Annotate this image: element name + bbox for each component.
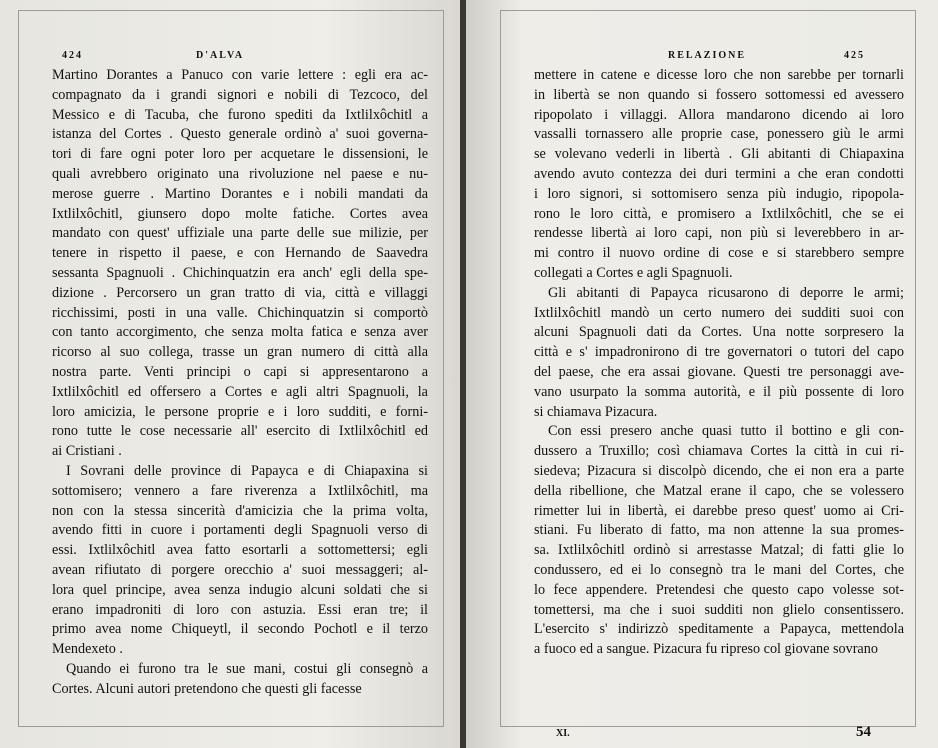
text-line: dussero a Truxillo; così chiamava Cortes la città in cui ri- xyxy=(534,443,904,460)
text-line: Mendexeto . xyxy=(52,641,123,658)
left-page-number: 424 xyxy=(62,50,83,61)
text-line: quali avrebbero originato una rivoluzione nel paese e nu- xyxy=(52,165,428,182)
text-line: vassalli tornassero alle proprie case, ponessero giù le armi xyxy=(534,126,904,143)
text-line: alcuni Spagnuoli dati da Cortes. Una notte sorpresero la xyxy=(534,324,904,341)
text-line: tenere in rispetto il paese, e con Hernando de Saavedra xyxy=(52,245,428,262)
text-line: rono le loro città, e promisero a Ixtlilxôchitl, che se ei xyxy=(534,205,904,222)
text-line: loro amicizia, le persone proprie e i loro sudditi, e forni- xyxy=(52,403,428,420)
text-line: Messico e di Tacuba, che furono spediti da Ixtlilxôchitl a xyxy=(52,106,428,123)
text-line: della ribellione, che Matzal erane il capo, che se volessero xyxy=(534,482,904,499)
text-line: essi. Ixtlilxôchitl avea fatto esortarli a sottomettersi; egli xyxy=(52,542,428,559)
signature-mark: XI. xyxy=(556,728,570,739)
text-line: ricorso al suo collega, trasse un gran numero di città alla xyxy=(52,344,428,361)
text-line: stiani. Fu liberato di fatto, ma non attenne la sua promes- xyxy=(534,522,904,539)
text-line: L'esercito s' indirizzò speditamente a Papayca, mettendola xyxy=(534,621,904,638)
text-line: i loro signori, si sottomisero senza più indugio, ripopola- xyxy=(534,185,904,202)
text-line: avendo fitti in cuore i portamenti degli Spagnuoli verso di xyxy=(52,522,428,539)
text-line: si chiamava Pizacura. xyxy=(534,403,658,420)
left-page-text xyxy=(52,66,428,700)
text-line: Ixtlilxôchitl ed offersero a Cortes e agli altri Spagnuoli, la xyxy=(52,383,428,400)
text-line: erano impadroniti di loro con astuzia. Essi eran tre; il xyxy=(52,601,428,618)
text-line: a fuoco ed a sangue. Pizacura fu ripreso col giovane sovrano xyxy=(534,641,878,658)
text-line: sessanta Spagnuoli . Chichinquatzin era anch' egli della spe- xyxy=(52,264,428,281)
text-line: merose guerre . Martino Dorantes e i nobili mandati da xyxy=(52,185,428,202)
text-line: lo fece appendere. Pretendesi che questo capo volesse sot- xyxy=(534,581,904,598)
text-line: Ixtlilxôchitl mandò un certo numero dei sudditi suoi con xyxy=(534,304,904,321)
text-line: in libertà se non quando si fossero sottomessi ed avessero xyxy=(534,86,904,103)
text-line: istanza del Cortes . Questo generale ordinò a' suoi governa- xyxy=(52,126,428,143)
text-line: mandato con quest' uffiziale una parte delle sue milizie, per xyxy=(52,225,428,242)
text-line: siedeva; Pizacura si discolpò dicendo, che ei non era a parte xyxy=(534,462,904,479)
text-line: Quando ei furono tra le sue mani, costui gli consegnò a xyxy=(66,660,428,677)
text-line: rono tutte le cose necessarie all' esercito di Ixtlilxôchitl ed xyxy=(52,423,428,440)
text-line: lora quel principe, avea senza indugio alcuni soldati che si xyxy=(52,581,428,598)
text-line: Martino Dorantes a Panuco con varie lettere : egli era ac- xyxy=(52,67,428,83)
right-running-title: RELAZIONE xyxy=(668,50,747,61)
text-line: I Sovrani delle province di Papayca e di Chiapaxina si xyxy=(66,462,428,479)
text-line: ai Cristiani . xyxy=(52,443,122,460)
text-line: avean rifiutato di porgere orecchio a' suoi messaggeri; al- xyxy=(52,561,428,578)
text-line: tomettersi, ma che i suoi sudditi non glielo consentissero. xyxy=(534,601,904,618)
text-line: primo avea nome Chiqueytl, il secondo Pochotl e il terzo xyxy=(52,621,428,638)
text-line: ripopolato i villaggi. Allora mandarono dicendo ai loro xyxy=(534,106,904,123)
text-line: rimetter lui in libertà, ei darebbe preso quest' uomo ai Cri- xyxy=(534,502,904,519)
text-line: rendesse libertà ai loro capi, non più si leverebbero in ar- xyxy=(534,225,904,242)
sheet-number: 54 xyxy=(856,724,871,740)
text-line: vano usurpato la somma autorità, e il più possente di loro xyxy=(534,383,904,400)
text-line: avendo avuto contezza dei duri termini a che eran condotti xyxy=(534,165,904,182)
text-line: del paese, che era assai giovane. Questi tre personaggi ave- xyxy=(534,363,904,380)
text-line: Gli abitanti di Papayca ricusarono di deporre le armi; xyxy=(548,284,904,301)
right-page xyxy=(466,0,938,748)
left-page xyxy=(0,0,462,748)
text-line: Ixtlilxôchitl, giunsero dopo molte fatiche. Cortes avea xyxy=(52,205,428,222)
text-line: sottomisero; vennero a fare riverenza a Ixtlilxôchitl, ma xyxy=(52,482,428,499)
text-line: condussero, ed ei lo consegnò tra le mani del Cortes, che xyxy=(534,561,904,578)
text-line: Cortes. Alcuni autori pretendono che questi gli facesse xyxy=(52,680,362,697)
right-page-text xyxy=(534,66,904,660)
text-line: non con la stessa sincerità d'amicizia che la prima volta, xyxy=(52,502,428,519)
text-line: compagnato da i grandi signori e nobili di Tezcoco, del xyxy=(52,86,428,103)
left-running-title: D'ALVA xyxy=(196,50,245,61)
text-line: tori di fare ogni poter loro per acquetare le dissensioni, le xyxy=(52,146,428,163)
text-line: collegati a Cortes e agli Spagnuoli. xyxy=(534,264,733,281)
text-line: città e s' impadronirono di tre governatori o tutori del capo xyxy=(534,344,904,361)
text-line: sa. Ixtlilxôchitl ordinò si arrestasse Matzal; di fatti glie lo xyxy=(534,542,904,559)
text-line: con tanto accorgimento, che senza molta fatica e senza aver xyxy=(52,324,428,341)
text-line: se volevano vederli in libertà . Gli abitanti di Chiapaxina xyxy=(534,146,904,163)
text-line: dizione . Percorsero un gran tratto di via, città e villaggi xyxy=(52,284,428,301)
text-line: mi contro il nuovo ordine di cose e si starebbero sempre xyxy=(534,245,904,262)
text-line: nostra parte. Venti principi o capi si appresentarono a xyxy=(52,363,428,380)
text-line: Con essi presero anche quasi tutto il bottino e gli con- xyxy=(548,423,904,440)
text-line: mettere in catene e dicesse loro che non sarebbe per tornarli xyxy=(534,67,904,83)
text-line: ricchissimi, posti in una valle. Chichinquatzin si comportò xyxy=(52,304,428,321)
right-page-number: 425 xyxy=(844,50,865,61)
